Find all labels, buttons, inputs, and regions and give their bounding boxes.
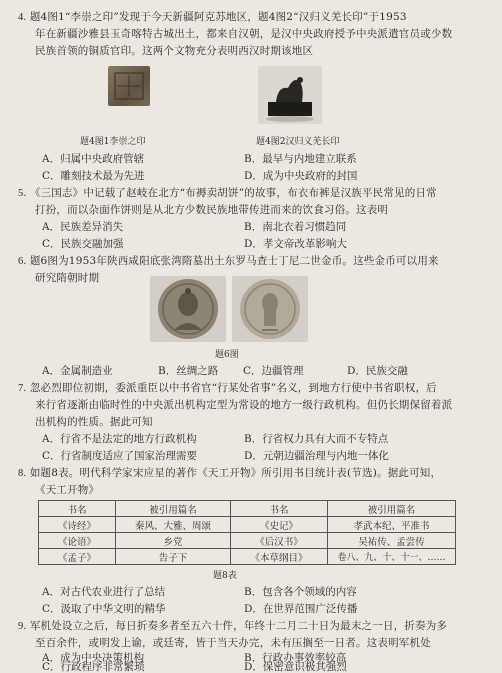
q6-text-2: 研究隋朝时期 <box>35 272 100 284</box>
q9-option-d: D．保密意识极其强烈 <box>244 661 347 673</box>
seal-carving-icon <box>108 66 150 106</box>
q4-text-1: 题4图1“李崇之印”发现于今天新疆阿克苏地区，题4图2“汉归义羌长印”于1953 <box>29 11 407 23</box>
q4-option-d: D．成为中央政府的封国 <box>244 170 358 182</box>
table-cell: 告子下 <box>116 549 231 565</box>
q5-text-2: 打扮，而以杂面作饼则是从北方少数民族地带传进而来的饮食习俗。这表明 <box>35 204 389 216</box>
seal-photo-li-chong <box>108 66 150 106</box>
coin-reverse-icon <box>232 276 308 342</box>
q8-option-c: C．汲取了中华文明的精华 <box>42 603 166 615</box>
q7-text-3: 出机构的性质。据此可知 <box>35 416 153 428</box>
q8-table <box>38 500 456 565</box>
q6-number: 6. <box>18 256 27 267</box>
q6-option-a: A．金属制造业 <box>42 365 113 377</box>
table-cell: 秦风、大雅、周颂 <box>116 517 231 533</box>
coin-photo-obverse <box>150 276 226 342</box>
table-cell: 吴祐传、孟尝传 <box>328 533 456 549</box>
q7-option-b: B．行省权力具有大而不专特点 <box>244 433 389 445</box>
table-header-row <box>39 501 456 517</box>
q7-number: 7. <box>18 383 27 394</box>
q6-option-d: D．民族交融 <box>347 365 408 377</box>
q7-option-c: C．行省制度适应了国家治理需要 <box>42 450 198 462</box>
table-cell: 《论语》 <box>39 533 116 549</box>
q6-text-1: 题6图为1953年陕西咸阳底张湾隋墓出土东罗马查士丁尼二世金币。这些金币可以用来 <box>29 255 439 267</box>
q7-option-a: A．行省不是法定的地方行政机构 <box>42 433 197 445</box>
coin-photo-reverse <box>232 276 308 342</box>
q5-option-a: A．民族差异消失 <box>42 221 124 233</box>
q6-option-b: B．丝绸之路 <box>158 365 219 377</box>
table-cell: 孝武本纪、平准书 <box>328 517 456 533</box>
q4-caption-2: 题4图2汉归义羌长印 <box>256 137 340 147</box>
q9-option-a: A．成为中央决策机构 <box>42 652 145 664</box>
q6-caption: 题6图 <box>215 350 239 360</box>
q5-text-1: 《三国志》中记载了赵岐在北方“布褥卖胡饼”的故事，布衣布裤是汉族平民常见的日常 <box>29 187 437 199</box>
q7-option-d: D．元朝边疆治理与内地一体化 <box>244 450 389 462</box>
q8-option-a: A．对古代农业进行了总结 <box>42 586 166 598</box>
table-cell: 《诗经》 <box>39 517 116 533</box>
table-cell: 乡党 <box>116 533 231 549</box>
q5-number: 5. <box>18 188 27 199</box>
q4-option-a: A．归属中央政府管辖 <box>42 153 145 165</box>
q5-option-c: C．民族交融加强 <box>42 238 124 250</box>
table-header-cell: 被引用篇名 <box>328 501 456 517</box>
q5-option-b: B．南北衣着习惯趋同 <box>244 221 347 233</box>
seal-photo-han-guiyi-qiangzhang <box>258 66 322 124</box>
q7-text-1: 忽必烈即位初期，委派重臣以中书省官“行某处省事”名义，到地方行使中书省职权，后 <box>29 382 437 394</box>
q5-option-d: D．孝文帝改革影响大 <box>244 238 347 250</box>
q4-option-c: C．雕刻技术最为先进 <box>42 170 145 182</box>
q8-option-d: D．在世界范围广泛传播 <box>244 603 358 615</box>
q6-line1 <box>18 256 439 268</box>
q7-text-2: 来行省逐渐由临时性的中央派出机构定型为常设的地方一级行政机构。但仍长期保留着派 <box>35 399 453 411</box>
q9-line1 <box>18 621 447 633</box>
table-cell: 《史记》 <box>231 517 328 533</box>
table-cell: 《后汉书》 <box>231 533 328 549</box>
coin-obverse-icon <box>150 276 226 342</box>
table-cell: 《本草纲目》 <box>231 549 328 565</box>
q7-line1 <box>18 383 437 395</box>
table-cell: 《孟子》 <box>39 549 116 565</box>
q4-text-3: 民族首领的铜质官印。这两个文物充分表明西汉时期该地区 <box>35 45 314 57</box>
table-header-cell: 书名 <box>39 501 116 517</box>
q8-option-b: B．包含各个领域的内容 <box>244 586 357 598</box>
q6-option-c: C．边疆管理 <box>243 365 304 377</box>
q8-line1 <box>18 468 441 480</box>
q9-text-2: 至百余件，或明发上谕，或廷寄，皆于当天办完，未有压搁至一日者。这表明军机处 <box>35 637 431 649</box>
q4-line1 <box>18 12 407 24</box>
q9-option-c: C．行政程序非常繁琐 <box>42 661 145 673</box>
q4-text-2: 年在新疆沙雅县玉奇喀特古城出土，都来自汉朝，是汉中央政府授予中央派遣官员或少数 <box>35 28 453 40</box>
q9-text-1: 军机处设立之后，每日折奏多者至五六十件，年终十二月二十日为最末之一日，折奏为多 <box>29 620 448 632</box>
q8-text-2: 《天工开物》 <box>35 484 100 496</box>
q8-number: 8. <box>18 468 27 479</box>
q9-option-b: B．行政办事效率较高 <box>244 652 347 664</box>
q9-number: 9. <box>18 621 27 632</box>
table-row <box>39 517 456 533</box>
table-row <box>39 533 456 549</box>
table-cell: 卷八、九、十、十一、…… <box>328 549 456 565</box>
q4-caption-1: 题4图1李崇之印 <box>80 137 146 147</box>
table-header-cell: 被引用篇名 <box>116 501 231 517</box>
q4-option-b: B．最早与内地建立联系 <box>244 153 357 165</box>
q8-text-1: 如题8表。明代科学家宋应星的著作《天工开物》所引用书目统计表(节选)。据此可知， <box>29 467 442 479</box>
q4-number: 4. <box>18 12 27 23</box>
q5-line1 <box>18 188 437 200</box>
camel-seal-icon <box>258 66 322 124</box>
table-header-cell: 书名 <box>231 501 328 517</box>
q8-caption: 题8表 <box>213 571 237 581</box>
table-row <box>39 549 456 565</box>
